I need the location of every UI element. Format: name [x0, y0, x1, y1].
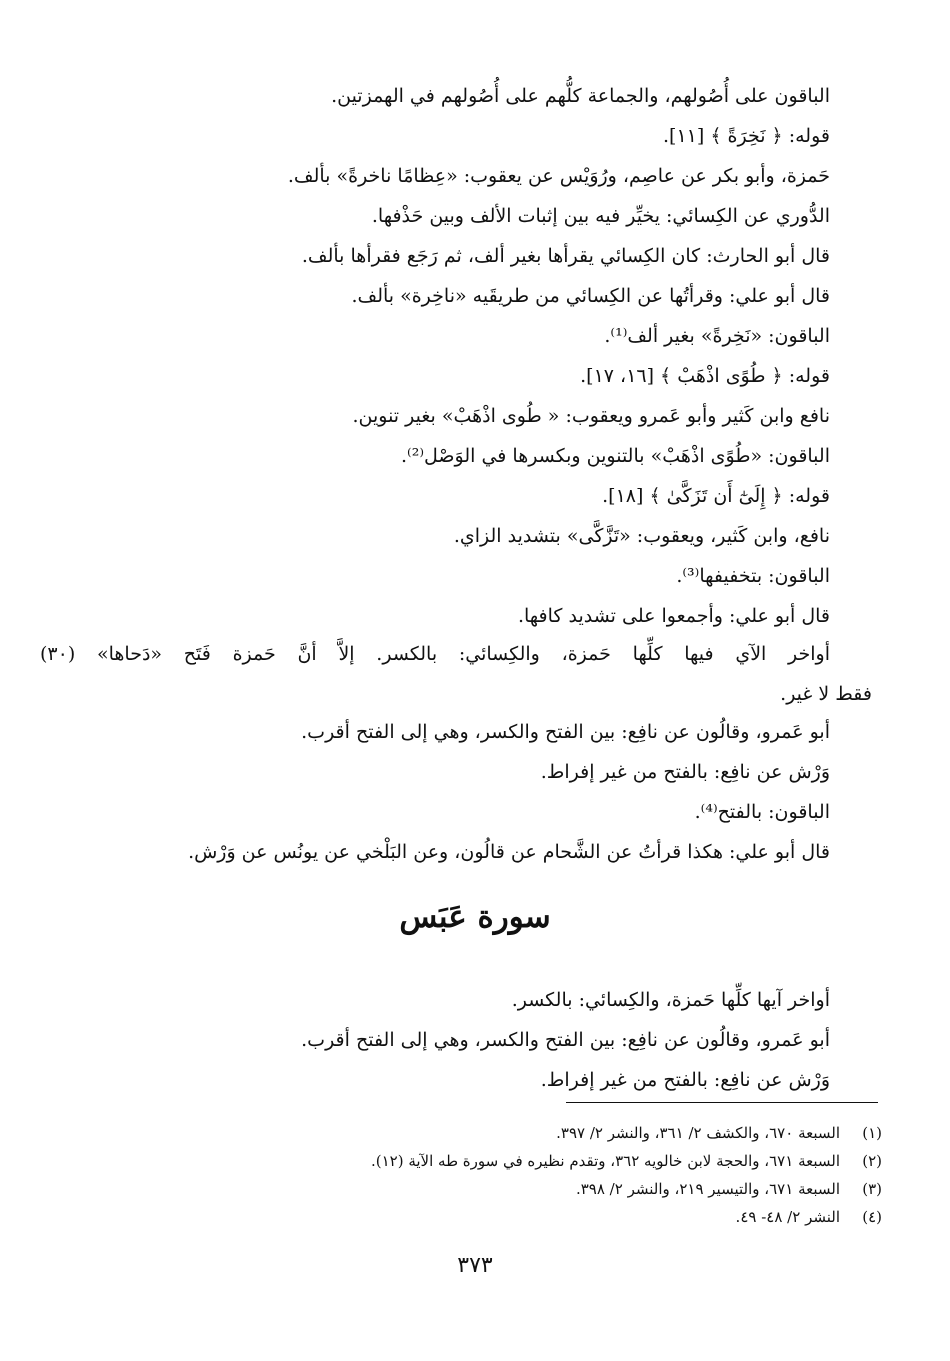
- body-line-20: قال أبو علي: هكذا قرأتُ عن الشَّحام عن قالُون، وعن البَلْخي عن يونُس عن وَرْش.: [188, 841, 830, 863]
- body-line-3: حَمزة، وأبو بكر عن عاصِم، ورُوَيْس عن يعقوب: «عِظامًا ناخرةً» بألف.: [287, 165, 830, 187]
- surah-line-1: أواخر آيها كلِّها حَمزة، والكِسائي: بالكسر.: [511, 989, 830, 1011]
- body-line-17: أبو عَمرو، وقالُون عن نافِع: بين الفتح والكسر، وهي إلى الفتح أقرب.: [301, 721, 830, 743]
- footnote-1: [556, 1122, 882, 1144]
- footnote-2: [371, 1150, 882, 1172]
- body-line-13: الباقون: بتخفيفها⁽³⁾.: [676, 565, 830, 587]
- body-line-14: قال أبو علي: وأجمعوا على تشديد كافها.: [517, 605, 830, 627]
- footnote-number: (٣): [862, 1180, 882, 1198]
- footnote-text: السبعة ٦٧٠، والكشف ٢/ ٣٦١، والنشر ٢/ ٣٩٧.: [556, 1124, 840, 1142]
- surah-line-3: وَرْش عن نافِع: بالفتح من غير إفراط.: [540, 1069, 830, 1091]
- body-line-11: قوله: ﴿ إِلَىٰٓ أَن تَزَكَّىٰ ﴾ [١٨].: [602, 485, 830, 507]
- footnote-text: السبعة ٦٧١، والتيسير ٢١٩، والنشر ٢/ ٣٩٨.: [575, 1180, 840, 1198]
- body-line-10: الباقون: «طُوًى اذْهَبْ» بالتنوين وبكسرها في الوَصْل⁽²⁾.: [401, 445, 830, 467]
- surah-title: سورة عَبَس: [399, 899, 551, 935]
- footnote-number: (٢): [862, 1152, 882, 1170]
- footnote-number: (٤): [862, 1208, 882, 1226]
- body-line-16: فقط لا غير.: [780, 683, 872, 705]
- body-line-5: قال أبو الحارث: كان الكِسائي يقرأها بغير ألف، ثم رَجَع فقرأها بألف.: [301, 245, 830, 267]
- body-line-15: أواخر الآي فيها كلِّها حَمزة، والكِسائي: بالكسر. إلاَّ أنَّ حَمزة فَتَح «دَحاها» (٣٠): [40, 643, 830, 665]
- body-line-9: نافع وابن كَثير وأبو عَمرو ويعقوب: « طُوى اذْهَبْ» بغير تنوين.: [352, 405, 830, 427]
- body-line-19: الباقون: بالفتح⁽⁴⁾.: [694, 801, 830, 823]
- body-line-18: وَرْش عن نافِع: بالفتح من غير إفراط.: [540, 761, 830, 783]
- body-line-7: الباقون: «نَخِرةً» بغير ألف⁽¹⁾.: [604, 325, 830, 347]
- footnote-3: [576, 1178, 882, 1200]
- body-line-8: قوله: ﴿ طُوًى اذْهَبْ ﴾ [١٦، ١٧].: [580, 365, 830, 387]
- footnote-text: السبعة ٦٧١، والحجة لابن خالويه ٣٦٢، وتقدم نظيره في سورة طه الآية (١٢).: [370, 1152, 840, 1170]
- body-line-4: الدُّوري عن الكِسائي: يخيِّر فيه بين إثبات الألف وبين حَذْفها.: [371, 205, 830, 227]
- body-line-12: نافع، وابن كَثير، ويعقوب: «تَزَّكَّى» بتشديد الزاي.: [453, 525, 830, 547]
- body-line-2: قوله: ﴿ نَخِرَةً ﴾ [١١].: [663, 125, 830, 147]
- footnote-number: (١): [862, 1124, 882, 1142]
- surah-line-2: أبو عَمرو، وقالُون عن نافِع: بين الفتح والكسر، وهي إلى الفتح أقرب.: [301, 1029, 830, 1051]
- footnote-4: [736, 1206, 882, 1228]
- page-number: ٣٧٣: [457, 1253, 493, 1278]
- footnote-divider: [566, 1102, 878, 1103]
- footnote-text: النشر ٢/ ٤٨- ٤٩.: [735, 1208, 840, 1226]
- body-line-6: قال أبو علي: وقرأتُها عن الكِسائي من طريقَيه «ناخِرة» بألف.: [351, 285, 830, 307]
- body-line-1: الباقون على أُصُولهم، والجماعة كلُّهم على أُصُولهم في الهمزتين.: [331, 85, 830, 107]
